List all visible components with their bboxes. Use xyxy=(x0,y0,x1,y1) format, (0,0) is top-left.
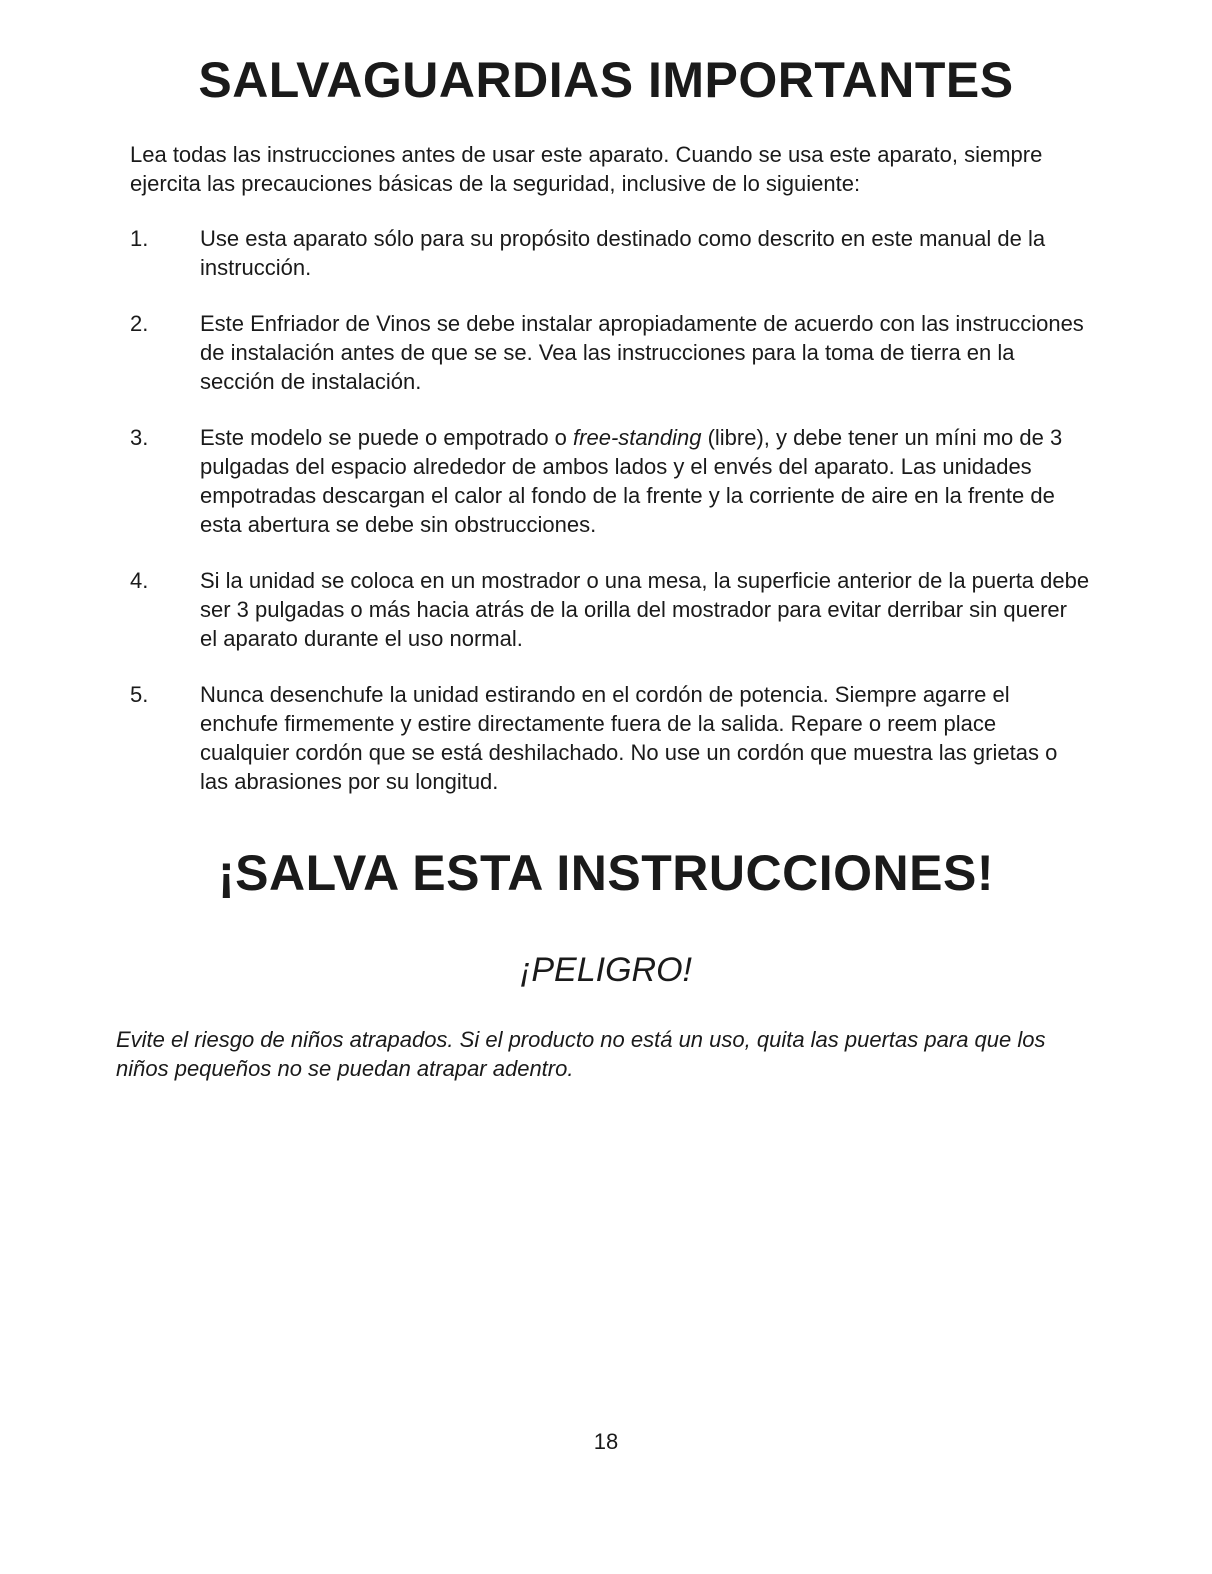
list-item xyxy=(130,309,1090,396)
list-item xyxy=(130,224,1090,282)
page-title: SALVAGUARDIAS IMPORTANTES xyxy=(198,52,1014,108)
list-item-number: 1. xyxy=(130,226,149,251)
safeguards-list xyxy=(130,224,1090,823)
list-item-number: 5. xyxy=(130,682,149,707)
warning-paragraph: Evite el riesgo de niños atrapados. Si el producto no está un uso, quita las puertas para que los niños pequeños no se puedan atrapar adentro. xyxy=(116,1027,1046,1081)
list-item-text xyxy=(200,425,1062,537)
list-item-number: 2. xyxy=(130,311,149,336)
danger-heading: ¡PELIGRO! xyxy=(520,951,692,989)
list-item-text: Use esta aparato sólo para su propósito destinado como descrito en este manual de la instrucción. xyxy=(200,226,1046,280)
list-item xyxy=(130,423,1090,539)
list-item-number: 4. xyxy=(130,568,149,593)
list-item-text: Si la unidad se coloca en un mostrador o una mesa, la superficie anterior de la puerta debe ser 3 pulgadas o más hacia atrás de la orilla del mostrador para evitar derribar sin querer el aparato durante el uso normal. xyxy=(200,568,1090,651)
list-item-number: 3. xyxy=(130,425,149,450)
list-item-text: Este Enfriador de Vinos se debe instalar apropiadamente de acuerdo con las instrucciones de instalación antes de que se se. Vea las instrucciones para la toma de tierra en la sección de instalación. xyxy=(200,311,1084,394)
save-instructions-heading: ¡SALVA ESTA INSTRUCCIONES! xyxy=(218,845,994,901)
list-item xyxy=(130,680,1090,796)
page-number: 18 xyxy=(593,1429,619,1454)
list-item-italic-term: free-standing xyxy=(573,425,702,450)
list-item-text-part: Este modelo se puede o empotrado o xyxy=(200,425,574,450)
list-item-text: Nunca desenchufe la unidad estirando en el cordón de potencia. Siempre agarre el enchufe firmemente y estire directamente fuera de la salida. Repare o reem place cualquier cordón que se está deshilachado. No use un cordón que muestra las grietas o las abrasiones por su longitud. xyxy=(200,682,1058,794)
intro-paragraph: Lea todas las instrucciones antes de usar este aparato. Cuando se usa este aparato, siempre ejercita las precauciones básicas de la seguridad, inclusive de lo siguiente: xyxy=(130,142,1043,196)
list-item xyxy=(130,566,1090,653)
list-item-text-part: (libre), y debe tener un míni mo de 3 pulgadas del espacio alrededor de ambos lados y el envés del aparato. Las unidades empotradas descargan el calor al fondo de la frente y la corriente de aire en la frente de esta abertura se debe sin obstrucciones. xyxy=(200,425,1063,537)
